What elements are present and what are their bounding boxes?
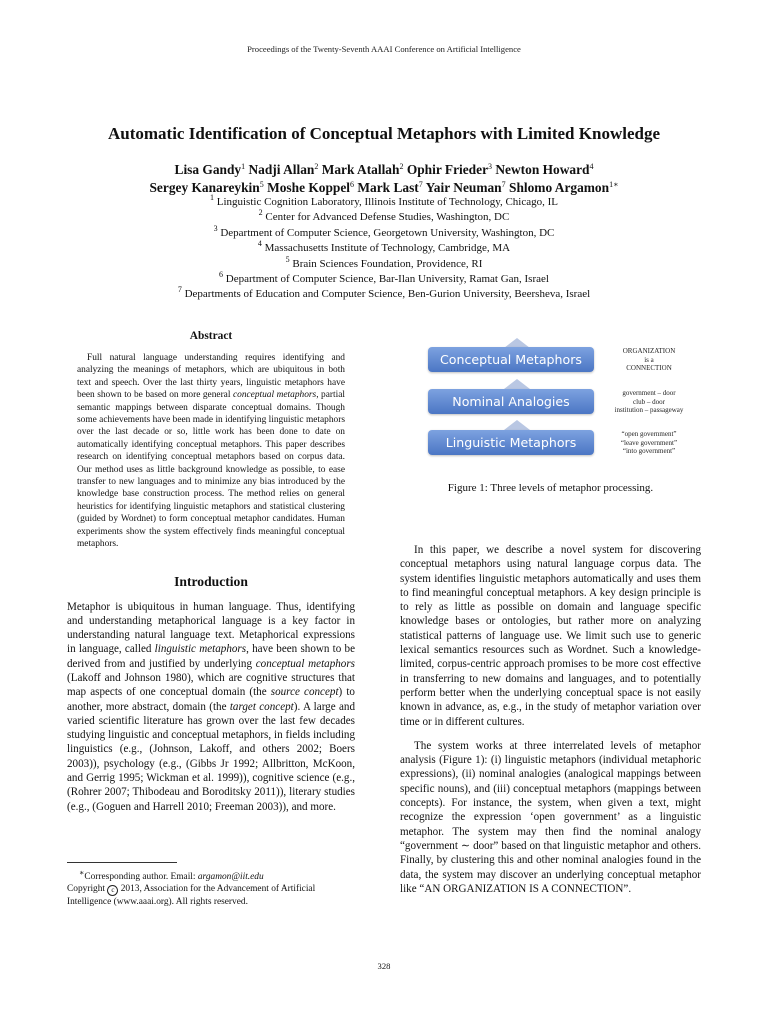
author: Lisa Gandy$^1$	[174, 162, 246, 177]
footnote-rule	[67, 862, 177, 863]
affiliation: $^1$ Linguistic Cognition Laboratory, Illinois Institute of Technology, Chicago, IL	[209, 193, 559, 208]
page-number: 328	[377, 961, 391, 971]
author-email: argamon@iit.edu	[197, 872, 264, 883]
author: Shlomo Argamon$^{1∗}$	[509, 180, 619, 195]
nominal-example: government – door club – door institution – passageway	[614, 389, 684, 415]
author: Mark Atallah$^2$	[321, 162, 404, 177]
figure-caption: Figure 1: Three levels of metaphor processing.	[447, 482, 654, 494]
abstract-text: Full natural language understanding requires identifying and analyzing the meanings of metaphors, which are ubiquitous in both text and speech. Over the last thirty years, linguistic metaphors have been shown to be based on more general conceptual metaphors, partial semantic mappings between disparate conceptual domains. Though some achievements have been made in identifying linguistic metaphors over the last decade or so, little work has been done to date on automatically identifying conceptual metaphors. This paper describes research on identifying conceptual metaphors based on corpus data. Our method uses as little background knowledge as possible, to ease transfer to new languages and to minimize any bias introduced by the knowledge base construction process. The method relies on general heuristics for identifying linguistic metaphors and statistical clustering (guided by Wordnet) to form conceptual metaphor candidates. Human experiments show the system effectively finds meaningful conceptual metaphors.	[77, 353, 346, 550]
paragraph: The system works at three interrelated levels of metaphor analysis (Figure 1): (i) linguistic metaphors (individual metaphoric expressions), (ii) nominal analogies (analogical mappings between specific nouns), and (iii) conceptual metaphors (mappings between concepts). For instance, the system, when given a text, might recognize the expression ‘open government’ as a linguistic metaphor. The system may then find the nominal analogy “government ∼ door” based on that linguistic metaphor and others. Finally, by clustering this and other nominal analogies found in the data, the system may discover an underlying conceptual metaphor like “AN ORGANIZATION IS A CONNECTION”.	[400, 739, 701, 895]
author: Mark Last$^7$	[357, 180, 423, 195]
up-arrow-icon	[504, 420, 530, 430]
author: Moshe Koppel$^6$	[267, 180, 355, 195]
affiliation: $^6$ Department of Computer Science, Bar-Ilan University, Ramat Gan, Israel	[219, 270, 549, 286]
introduction-heading: Introduction	[174, 573, 248, 589]
copyright-icon: c	[107, 885, 118, 896]
corresponding-author-note: ∗Corresponding author. Email: argamon@iit.edu	[79, 868, 264, 883]
author: Nadji Allan$^2$	[248, 162, 319, 177]
affiliation: $^7$ Departments of Education and Computer Science, Ben-Gurion University, Beersheva, Israel	[177, 285, 591, 301]
proceedings-header: Proceedings of the Twenty-Seventh AAAI Conference on Artificial Intelligence	[247, 44, 521, 54]
affiliation: $^3$ Department of Computer Science, Georgetown University, Washington, DC	[213, 223, 555, 239]
linguistic-metaphors-box: Linguistic Metaphors	[428, 430, 594, 455]
nominal-analogies-box: Nominal Analogies	[428, 389, 594, 414]
conceptual-metaphors-box: Conceptual Metaphors	[428, 347, 594, 372]
metaphor-levels-figure	[400, 340, 701, 470]
right-column	[400, 340, 701, 906]
linguistic-example: “open government” “leave government” “into government”	[620, 430, 678, 456]
paper-title: Automatic Identification of Conceptual Metaphors with Limited Knowledge	[107, 124, 660, 143]
affiliation: $^5$ Brain Sciences Foundation, Providence, RI	[285, 254, 483, 270]
paragraph: In this paper, we describe a novel system for discovering conceptual metaphors using natural language corpus data. The system identifies linguistic metaphors automatically and uses them to find meaningful conceptual metaphors. A key design principle is to rely as little as possible on domain and language specific knowledge bases or ontologies, but rather more on analyzing statistical patterns of language use. We limit such use to generic lexical semantics resources such as Wordnet. Such a knowledge-limited, corpus-centric approach promises to be more cost effective in transferring to new domains and languages, and to potentially perform better when the underlying conceptual space is not easily known in advance, as, e.g., in the study of metaphor variation over time or in different cultures.	[400, 544, 701, 728]
affiliation-list	[40, 195, 728, 303]
conceptual-example: ORGANIZATION is a CONNECTION	[622, 347, 676, 373]
footnote	[67, 862, 355, 908]
author: Ophir Frieder$^3$	[406, 162, 493, 177]
abstract-heading: Abstract	[189, 330, 233, 342]
author: Yair Neuman$^7$	[425, 180, 506, 195]
author: Sergey Kanareykin$^5$	[149, 180, 264, 195]
affiliation: $^2$ Center for Advanced Defense Studies, Washington, DC	[258, 208, 510, 224]
author: Newton Howard$^4$	[495, 162, 594, 177]
copyright-note: Copyright c 2013, Association for the Advancement of Artificial Intelligence (www.aaai.org). All rights reserved.	[67, 884, 316, 908]
affiliation: $^4$ Massachusetts Institute of Technology, Cambridge, MA	[257, 239, 511, 255]
introduction-paragraph: Metaphor is ubiquitous in human language. Thus, identifying and understanding metaphorical language is a key factor in understanding natural language text. Metaphorical expressions in language, called linguistic metaphors, have been shown to be derived from and justified by underlying conceptual metaphors (Lakoff and Johnson 1980), which are cognitive structures that map aspects of one conceptual domain (the source concept) to another, more abstract, domain (the target concept). A large and varied scientific literature has grown over the last few decades studying linguistic and conceptual metaphors, in fields including linguistics (e.g., (Johnson, Lakoff, and others 2002; Boers 2003)), psychology (e.g., (Gibbs Jr 1992; Allbritton, McKoon, and Gerrig 1995; Wickman et al. 1999)), cognitive science (e.g., (Rohrer 2007; Thibodeau and Boroditsky 2011)), literary studies (e.g., (Goguen and Harrell 2010; Freeman 2003)), and more.	[67, 600, 356, 813]
up-arrow-icon	[504, 379, 530, 389]
author-list	[40, 161, 728, 197]
left-column	[67, 330, 355, 814]
